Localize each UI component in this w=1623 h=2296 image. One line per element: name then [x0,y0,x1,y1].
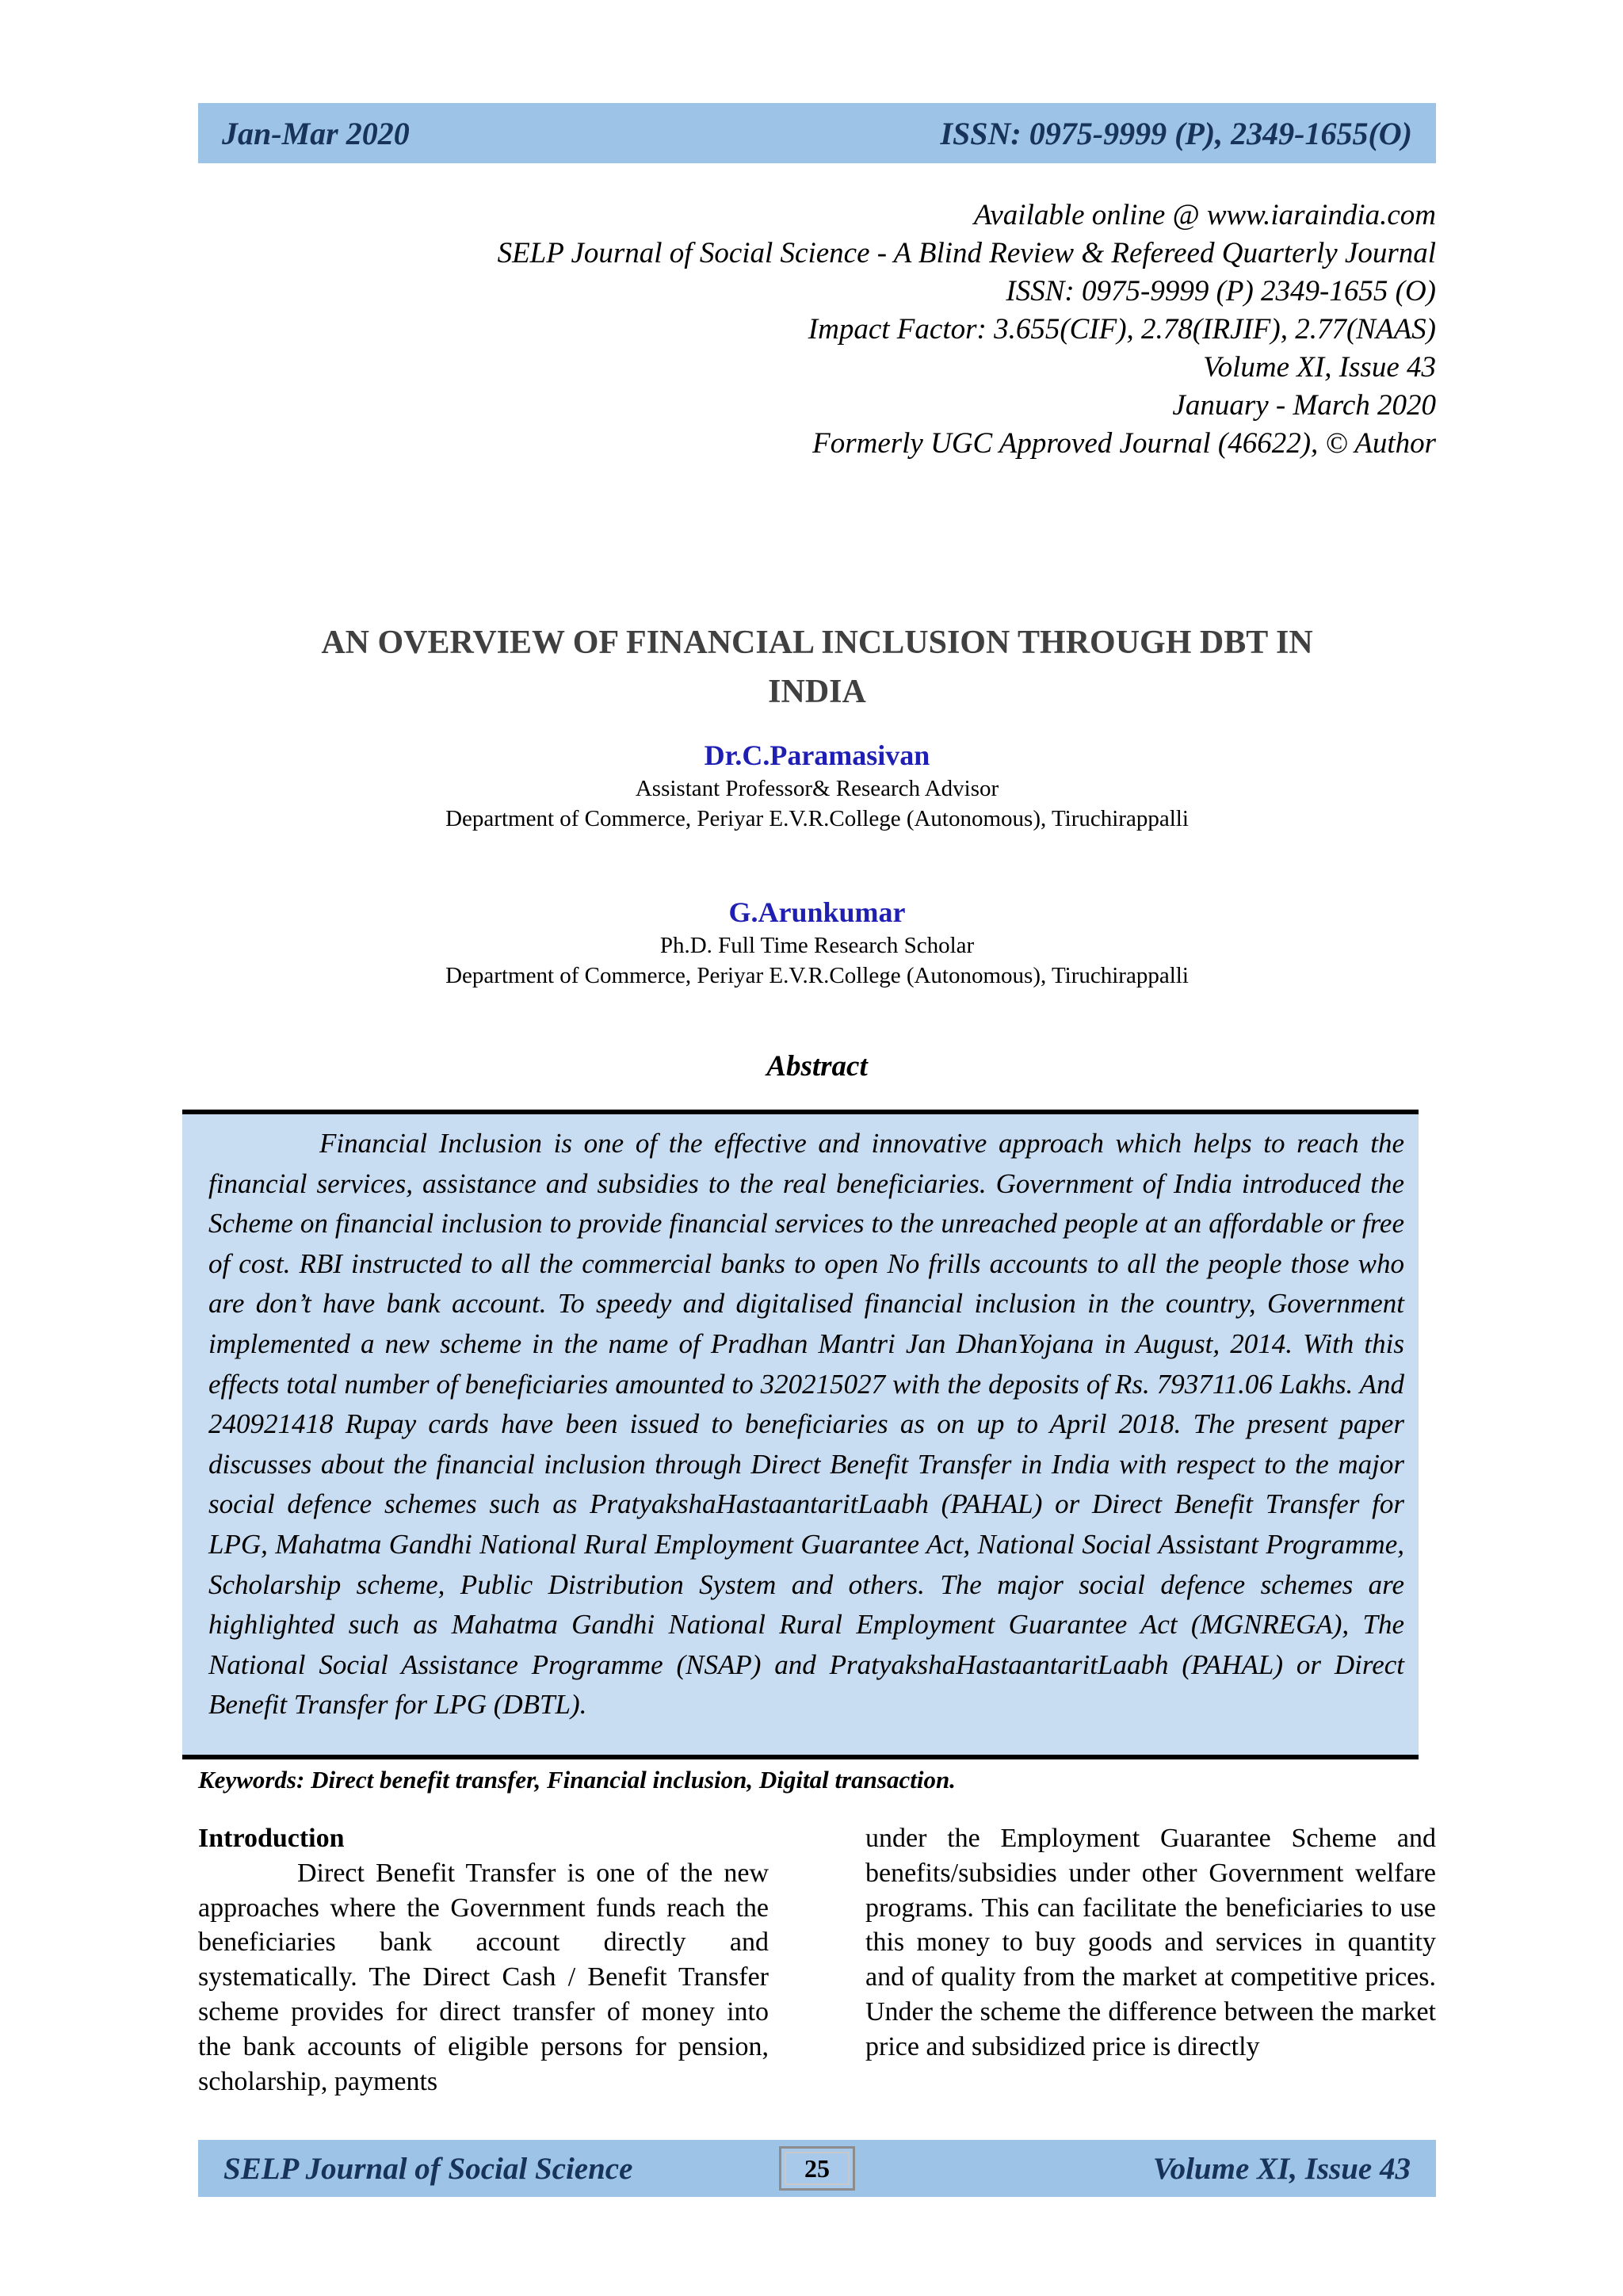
section-heading: Introduction [198,1824,345,1853]
page-number: 25 [779,2146,855,2191]
author-block-2 [198,894,1436,991]
journal-info-line: Available online @ www.iaraindia.com [973,199,1436,231]
footer-volume: Volume XI, Issue 43 [1152,2151,1411,2186]
journal-info-line: January - March 2020 [1172,389,1436,422]
body-paragraph: under the Employment Guarantee Scheme and benefits/subsidies under other Government welfare programs. This can facilitate the beneficiaries to use this money to buy goods and services in quantity and of quality from the market at competitive prices. Under the scheme the difference between the market price and subsidized price is directly [865,1824,1436,2061]
journal-info-line: Volume XI, Issue 43 [1203,351,1436,384]
abstract-box [182,1110,1419,1759]
body-paragraph: Direct Benefit Transfer is one of the new approaches where the Government funds reach the beneficiaries bank account directly and systematically. The Direct Cash / Benefit Transfer scheme provides for direct transfer of money into the bank accounts of eligible persons for pension, scholarship, payments [198,1858,769,2096]
body-column-left [198,1821,769,2099]
author-block-1 [198,737,1436,834]
journal-info [498,197,1436,463]
header-date: Jan-Mar 2020 [222,115,410,151]
author-role: Assistant Professor& Research Advisor [635,776,999,801]
author-name: Dr.C.Paramasivan [704,739,930,771]
abstract-text: Financial Inclusion is one of the effective and innovative approach which helps to reach the financial services, assistance and subsidies to the real beneficiaries. Government of India introduced the Scheme on financial inclusion to provide financial services to the unreached people at an affordable or free of cost. RBI instructed to all the commercial banks to open No frills accounts to all the people those who are don’t have bank account. To speedy and digitalised financial inclusion in the country, Government implemented a new scheme in the name of Pradhan Mantri Jan DhanYojana in August, 2014. With this effects total number of beneficiaries amounted to 320215027 with the deposits of Rs. 793711.06 Lakhs. And 240921418 Rupay cards have been issued to beneficiaries as on up to April 2018. The present paper discusses about the financial inclusion through Direct Benefit Transfer in India with respect to the major social defence schemes such as PratyakshaHastaantaritLaabh (PAHAL) or Direct Benefit Transfer for LPG, Mahatma Gandhi National Rural Employment Guarantee Act, National Social Assistant Programme, Scholarship scheme, Public Distribution System and others. The major social defence schemes are highlighted such as Mahatma Gandhi National Rural Employment Guarantee Act (MGNREGA), The National Social Assistance Programme (NSAP) and PratyakshaHastaantaritLaabh (PAHAL) or Direct Benefit Transfer for LPG (DBTL). [208,1128,1404,1721]
author-affiliation: Department of Commerce, Periyar E.V.R.College (Autonomous), Tiruchirappalli [445,963,1189,988]
body-column-right [865,1821,1436,2065]
header-issn: ISSN: 0975-9999 (P), 2349-1655(O) [940,115,1412,151]
author-name: G.Arunkumar [728,896,906,928]
paper-title-line-2: INDIA [768,674,866,710]
journal-info-line: ISSN: 0975-9999 (P) 2349-1655 (O) [1006,275,1436,308]
journal-info-line: Impact Factor: 3.655(CIF), 2.78(IRJIF), 2.77(NAAS) [808,313,1436,346]
abstract-heading: Abstract [766,1050,868,1083]
journal-info-line: SELP Journal of Social Science - A Blind Review & Refereed Quarterly Journal [497,237,1436,269]
paper-title-line-1: AN OVERVIEW OF FINANCIAL INCLUSION THROUGH DBT IN [321,625,1313,661]
paper-title [198,618,1436,716]
header-band [198,103,1436,163]
footer-band [198,2140,1436,2197]
journal-info-line: Formerly UGC Approved Journal (46622), © Author [812,427,1436,460]
footer-journal-name: SELP Journal of Social Science [223,2151,633,2186]
author-role: Ph.D. Full Time Research Scholar [659,933,975,958]
keywords: Keywords: Direct benefit transfer, Financial inclusion, Digital transaction. [198,1766,956,1794]
author-affiliation: Department of Commerce, Periyar E.V.R.College (Autonomous), Tiruchirappalli [445,806,1189,831]
